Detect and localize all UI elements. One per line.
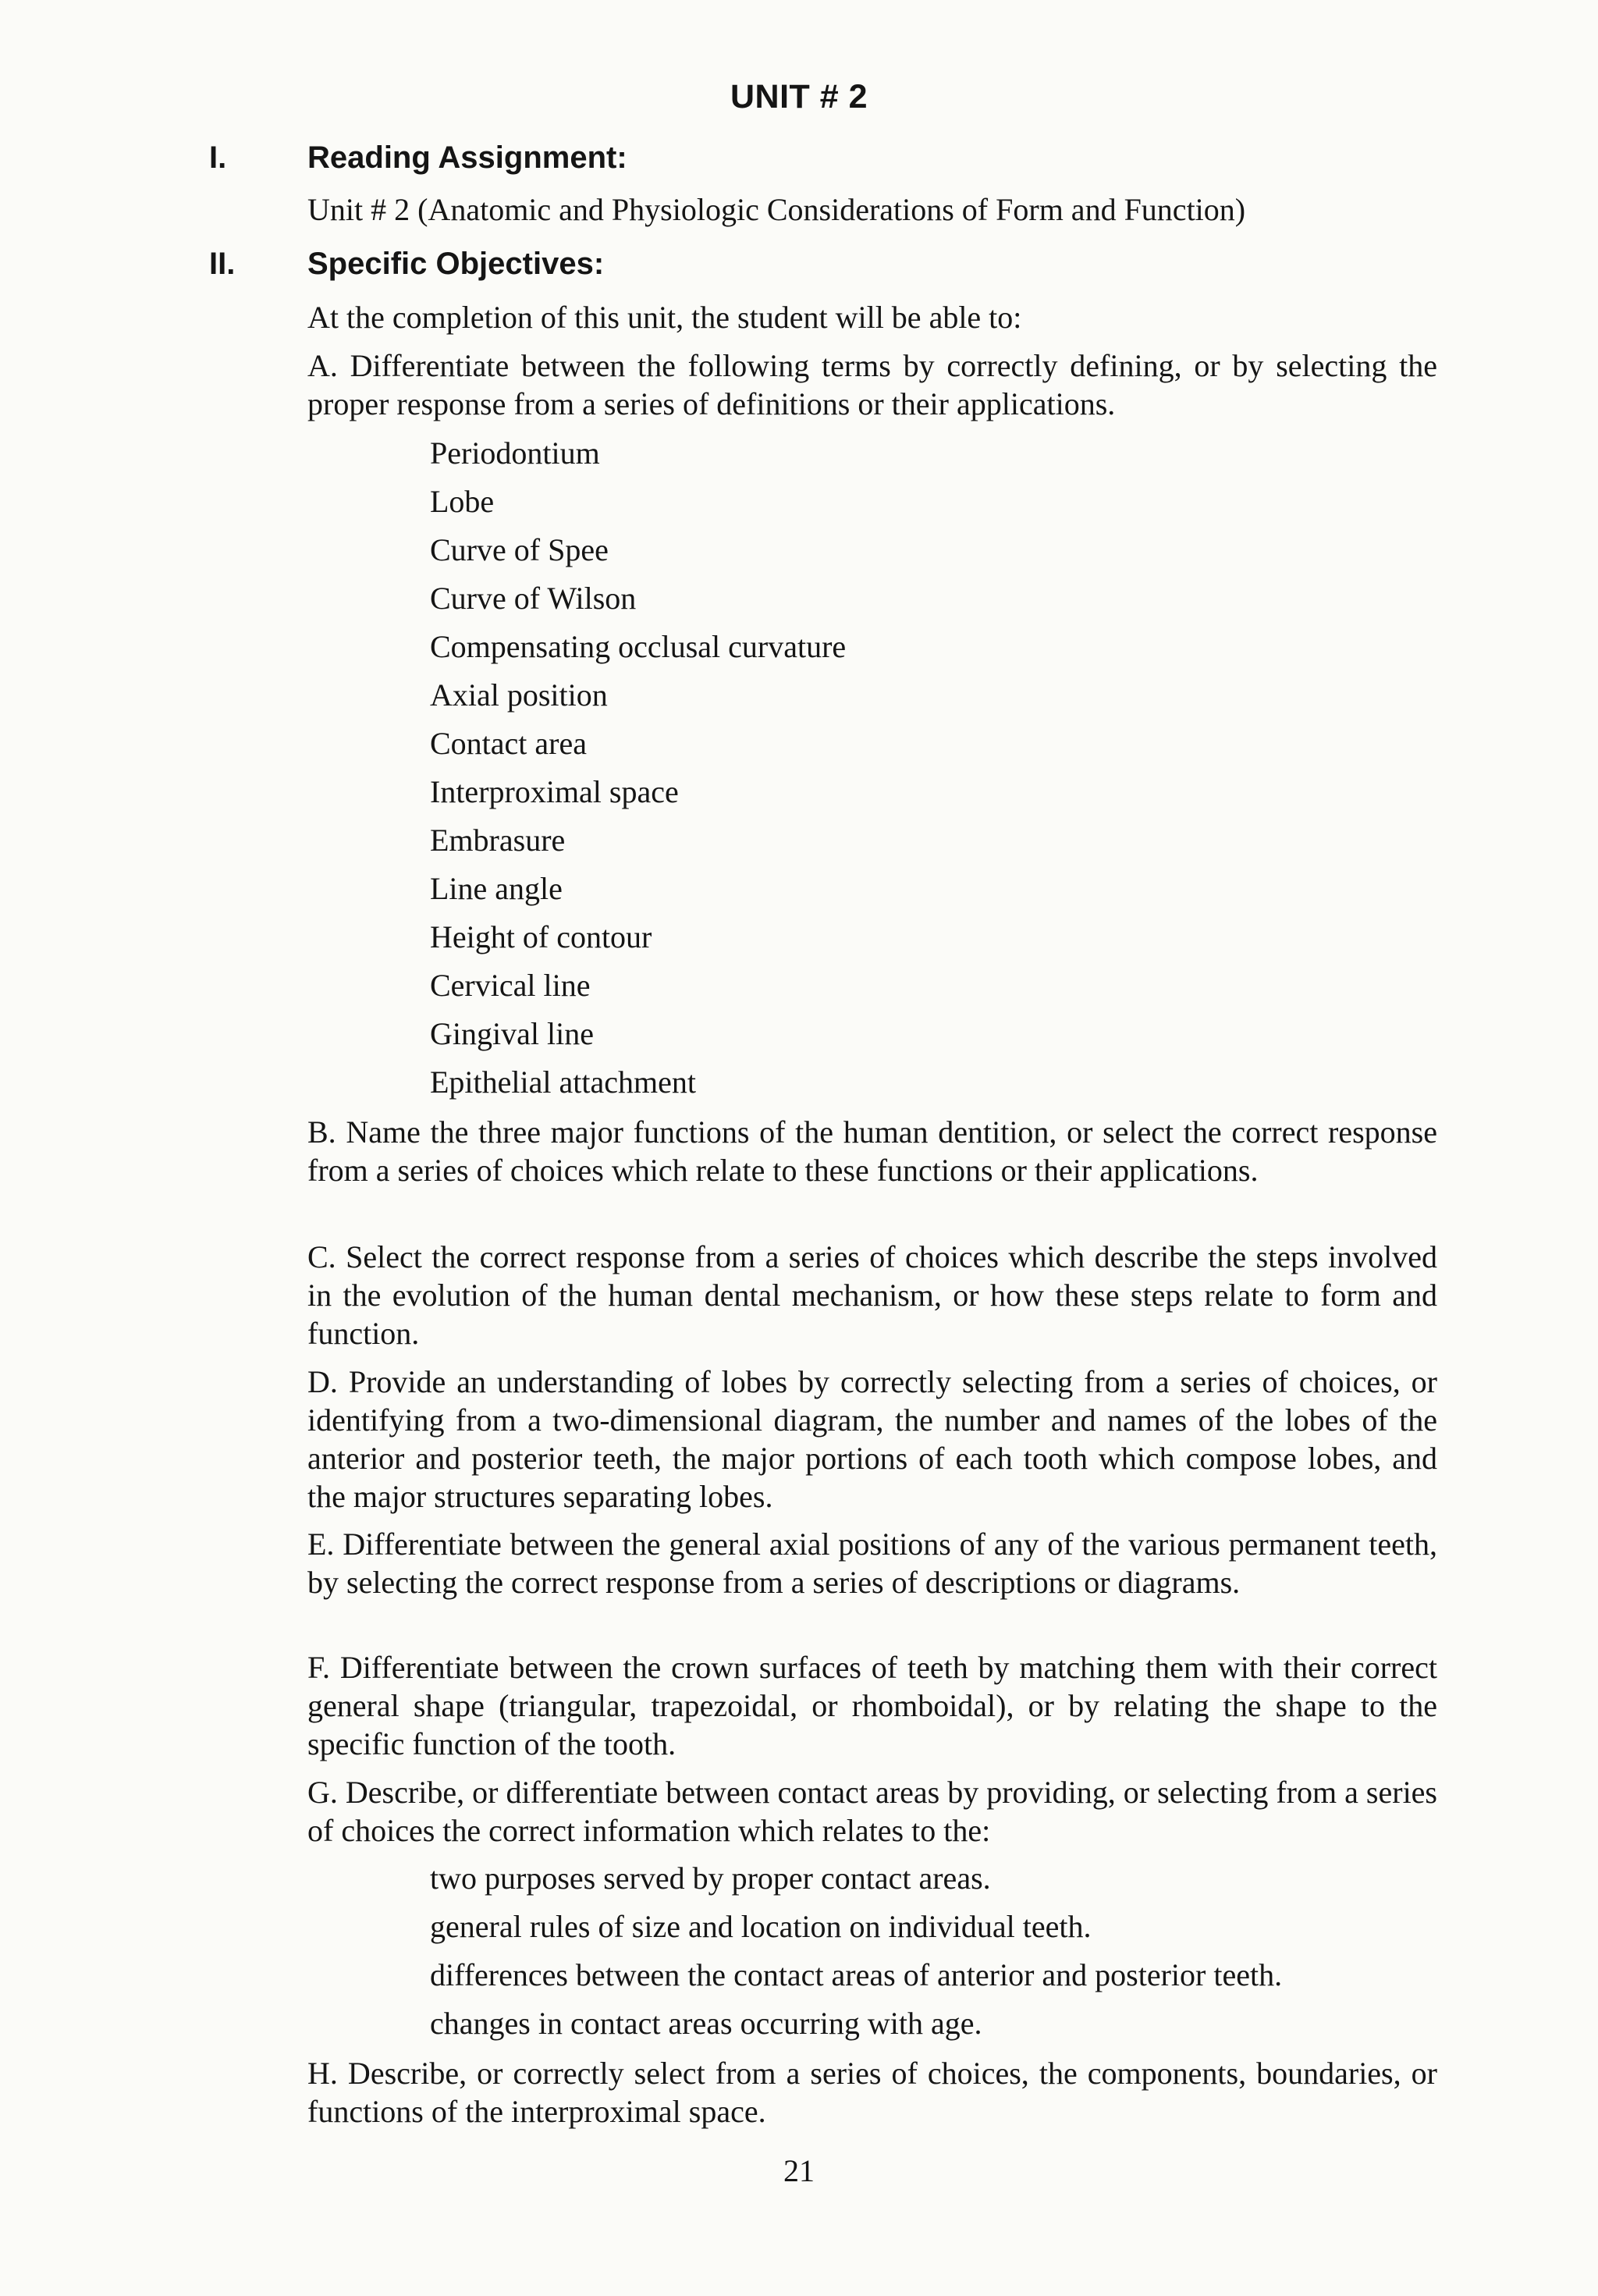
reading-assignment-heading: Reading Assignment: — [307, 140, 627, 175]
unit-title: UNIT # 2 — [730, 78, 868, 116]
objective-f: F. Differentiate between the crown surfaces of teeth by matching them with their correct general shape (triangular, trapezoidal, or rhomboidal), or by relating the shape to the specific function of the tooth. — [307, 1650, 1437, 1761]
specific-objectives-heading: Specific Objectives: — [307, 247, 605, 281]
section-2-numeral: II. — [209, 247, 236, 281]
objectives-intro: At the completion of this unit, the student will be able to: — [307, 300, 1022, 335]
reading-assignment-text: Unit # 2 (Anatomic and Physiologic Considerations of Form and Function) — [307, 192, 1246, 227]
objective-b: B. Name the three major functions of the human dentition, or select the correct response from a series of choices which relate to these functions or their applications. — [307, 1114, 1437, 1188]
objective-d: D. Provide an understanding of lobes by correctly selecting from a series of choices, or identifying from a two-dimensional diagram, the number and names of the lobes of the anterior and posterior teeth, the major portions of each tooth which compose lobes, and the major structures separating lobes. — [307, 1364, 1437, 1514]
page-number: 21 — [783, 2153, 815, 2188]
objective-e: E. Differentiate between the general axial positions of any of the various permanent teeth, by selecting the correct response from a series of descriptions or diagrams. — [307, 1527, 1437, 1600]
objective-h: H. Describe, or correctly select from a series of choices, the components, boundaries, or functions of the interproximal space. — [307, 2056, 1437, 2129]
section-1-numeral: I. — [209, 140, 227, 175]
document-page: UNIT # 2 I. Reading Assignment: Unit # 2 (Anatomic and Physiologic Considerations of Form and Function) II. Specific Objectives: At the completion of this unit, the student will be able to: A. Differentiate between the following terms by correctly defining, or by selecting the proper response from a series of definitions or their applications. Periodontium Lobe Curve of Spee Curve of Wilson Compensating occlusal curvature Axial position Contact area Interproximal space Embrasure Line angle Height of contour Cervical line Gingival line Epithelial attachment B. Name the three major functions of the human dentition, or select the correct response from a series of choices which relate to these functions or their applications. C. Select the correct response from a series of choices which describe the steps involved in the evolution of the human dental mechanism, or how these steps relate to form and function. D. Provide an understanding of lobes by correctly selecting from a series of choices, or identifying from a two-dimensional diagram, the number and names of the lobes of the anterior and posterior teeth, the major portions of each tooth which compose lobes, and the major structures separating lobes. E. Differentiate between the general axial positions of any of the various permanent teeth, by selecting the correct response from a series of descriptions or diagrams. F. Differentiate between the crown surfaces of teeth by matching them with their correct general shape (triangular, trapezoidal, or rhomboidal), or by relating the shape to the specific function of the tooth. G. Describe, or differentiate between contact areas by providing, or selecting from a series of choices the correct information which relates to the: two purposes served by proper contact areas. general rules of size and location on individual teeth. differences between the contact areas of anterior and posterior teeth. changes in contact areas occurring with age. H. Describe, or correctly select from a series of choices, the components, boundaries, or functions of the interproximal space. 21 — [0, 0, 1598, 2296]
objective-a: A. Differentiate between the following terms by correctly defining, or by selecting the proper response from a series of definitions or their applications. — [307, 348, 1437, 421]
objective-c: C. Select the correct response from a series of choices which describe the steps involved in the evolution of the human dental mechanism, or how these steps relate to form and function. — [307, 1239, 1437, 1351]
objective-g: G. Describe, or differentiate between contact areas by providing, or selecting from a series of choices the correct information which relates to the: — [307, 1775, 1437, 1848]
